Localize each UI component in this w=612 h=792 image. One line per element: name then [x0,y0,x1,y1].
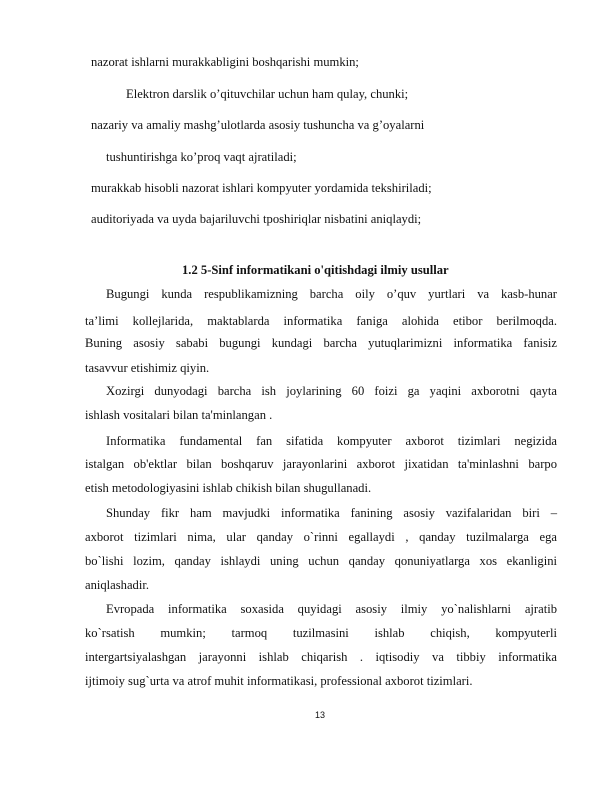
paragraph-4-line-2: axborot tizimlari nima, ular qanday o`rinni egallaydi , qanday tuzilmalarga ega [85,530,557,544]
paragraph-1-line-1: Bugungi kunda respublikamizning barcha oily o’quv yurtlari va kasb-hunar [106,287,557,301]
paragraph-1-line-3: Buning asosiy sababi bugungi kundagi barcha yutuqlarimizni informatika fanisiz [85,336,557,350]
list-line-1: nazorat ishlarni murakkabligini boshqarishi mumkin; [91,55,359,69]
paragraph-3-line-1: Informatika fundamental fan sifatida kompyuter axborot tizimlari negizida [106,434,557,448]
list-line-2: Elektron darslik o’qituvchilar uchun ham qulay, chunki; [126,87,409,101]
paragraph-3-line-3: etish metodologiyasini ishlab chikish bilan shugullanadi. [85,481,372,495]
section-heading: 1.2 5-Sinf informatikani o'qitishdagi ilmiy usullar [182,263,449,277]
list-line-3: nazariy va amaliy mashg’ulotlarda asosiy tushuncha va g’oyalarni [91,118,425,132]
page-number: 13 [315,710,326,720]
paragraph-5-line-2: ko`rsatish mumkin; tarmoq tuzilmasini ishlab chiqish, kompyuterli [85,626,557,640]
list-line-6: auditoriyada va uyda bajariluvchi tposhiriqlar nisbatini aniqlaydi; [91,212,422,226]
list-line-5: murakkab hisobli nazorat ishlari kompyuter yordamida tekshiriladi; [91,181,432,195]
paragraph-4-line-1: Shunday fikr ham mavjudki informatika fanining asosiy vazifalaridan biri – [106,506,557,520]
paragraph-1-line-4: tasavvur etishimiz qiyin. [85,361,210,375]
paragraph-5-line-4: ijtimoiy sug`urta va atrof muhit informatikasi, professional axborot tizimlari. [85,674,473,688]
paragraph-2-line-2: ishlash vositalari bilan ta'minlangan . [85,408,273,422]
list-line-4: tushuntirishga ko’proq vaqt ajratiladi; [106,150,297,164]
paragraph-2-line-1: Xozirgi dunyodagi barcha ish joylarining 60 foizi ga yaqini axborotni qayta [106,384,557,398]
paragraph-5-line-1: Evropada informatika soxasida quyidagi asosiy ilmiy yo`nalishlarni ajratib [106,602,557,616]
paragraph-4-line-3: bo`lishi lozim, qanday ishlaydi uning uchun qanday qonuniyatlarga xos ekanligini [85,554,557,568]
paragraph-3-line-2: istalgan ob'ektlar bilan boshqaruv jarayonlarini axborot jixatidan ta'minlashni barpo [85,457,557,471]
paragraph-1-line-2: ta’limi kollejlarida, maktablarda informatika faniga alohida etibor berilmoqda. [85,314,557,328]
paragraph-4-line-4: aniqlashadir. [85,578,150,592]
paragraph-5-line-3: intergartsiyalashgan jarayonni ishlab chiqarish . iqtisodiy va tibbiy informatika [85,650,557,664]
